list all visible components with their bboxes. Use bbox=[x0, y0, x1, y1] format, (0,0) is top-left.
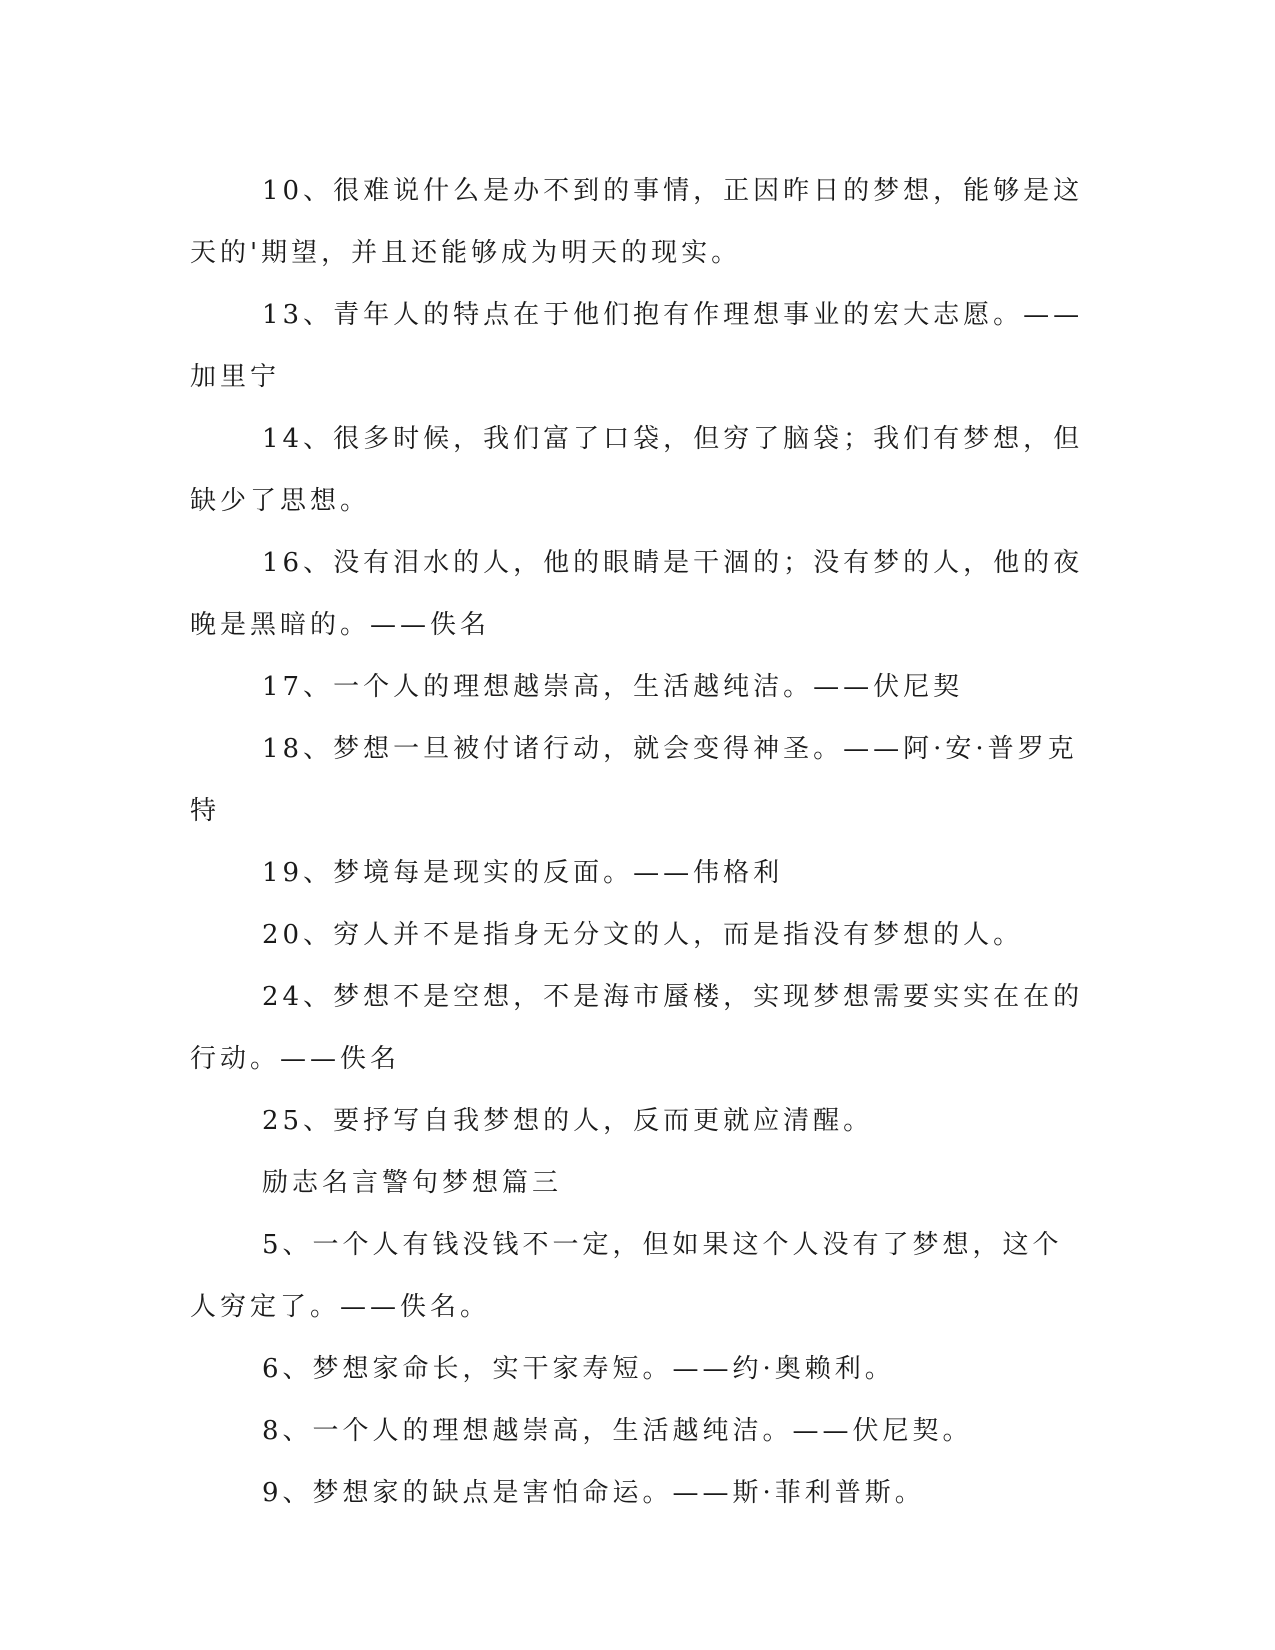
quote-19: 19、梦境每是现实的反面。——伟格利 bbox=[262, 858, 784, 888]
quote-25: 25、要抒写自我梦想的人，反而更就应清醒。 bbox=[262, 1106, 874, 1136]
quote-5: 5、一个人有钱没钱不一定，但如果这个人没有了梦想，这个人穷定了。——佚名。 bbox=[190, 1230, 1063, 1322]
quote-9: 9、梦想家的缺点是害怕命运。——斯·菲利普斯。 bbox=[262, 1478, 925, 1508]
quote-8: 8、一个人的理想越崇高，生活越纯洁。——伏尼契。 bbox=[262, 1416, 973, 1446]
quote-13: 13、青年人的特点在于他们抱有作理想事业的宏大志愿。——加里宁 bbox=[190, 300, 1084, 392]
quote-14: 14、很多时候，我们富了口袋，但穷了脑袋；我们有梦想，但缺少了思想。 bbox=[190, 424, 1084, 516]
quote-17: 17、一个人的理想越崇高，生活越纯洁。——伏尼契 bbox=[262, 672, 964, 702]
quote-10: 10、很难说什么是办不到的事情，正因昨日的梦想，能够是这天的'期望，并且还能够成为明天的现实。 bbox=[190, 176, 1084, 268]
document-body bbox=[190, 160, 1090, 1524]
quote-20: 20、穷人并不是指身无分文的人，而是指没有梦想的人。 bbox=[262, 920, 1024, 950]
section-heading: 励志名言警句梦想篇三 bbox=[262, 1168, 563, 1198]
quote-24: 24、梦想不是空想，不是海市蜃楼，实现梦想需要实实在在的行动。——佚名 bbox=[190, 982, 1084, 1074]
quote-18: 18、梦想一旦被付诸行动，就会变得神圣。——阿·安·普罗克特 bbox=[190, 734, 1078, 826]
quote-16: 16、没有泪水的人，他的眼睛是干涸的；没有梦的人，他的夜晚是黑暗的。——佚名 bbox=[190, 548, 1084, 640]
quote-6: 6、梦想家命长，实干家寿短。——约·奥赖利。 bbox=[262, 1354, 895, 1384]
